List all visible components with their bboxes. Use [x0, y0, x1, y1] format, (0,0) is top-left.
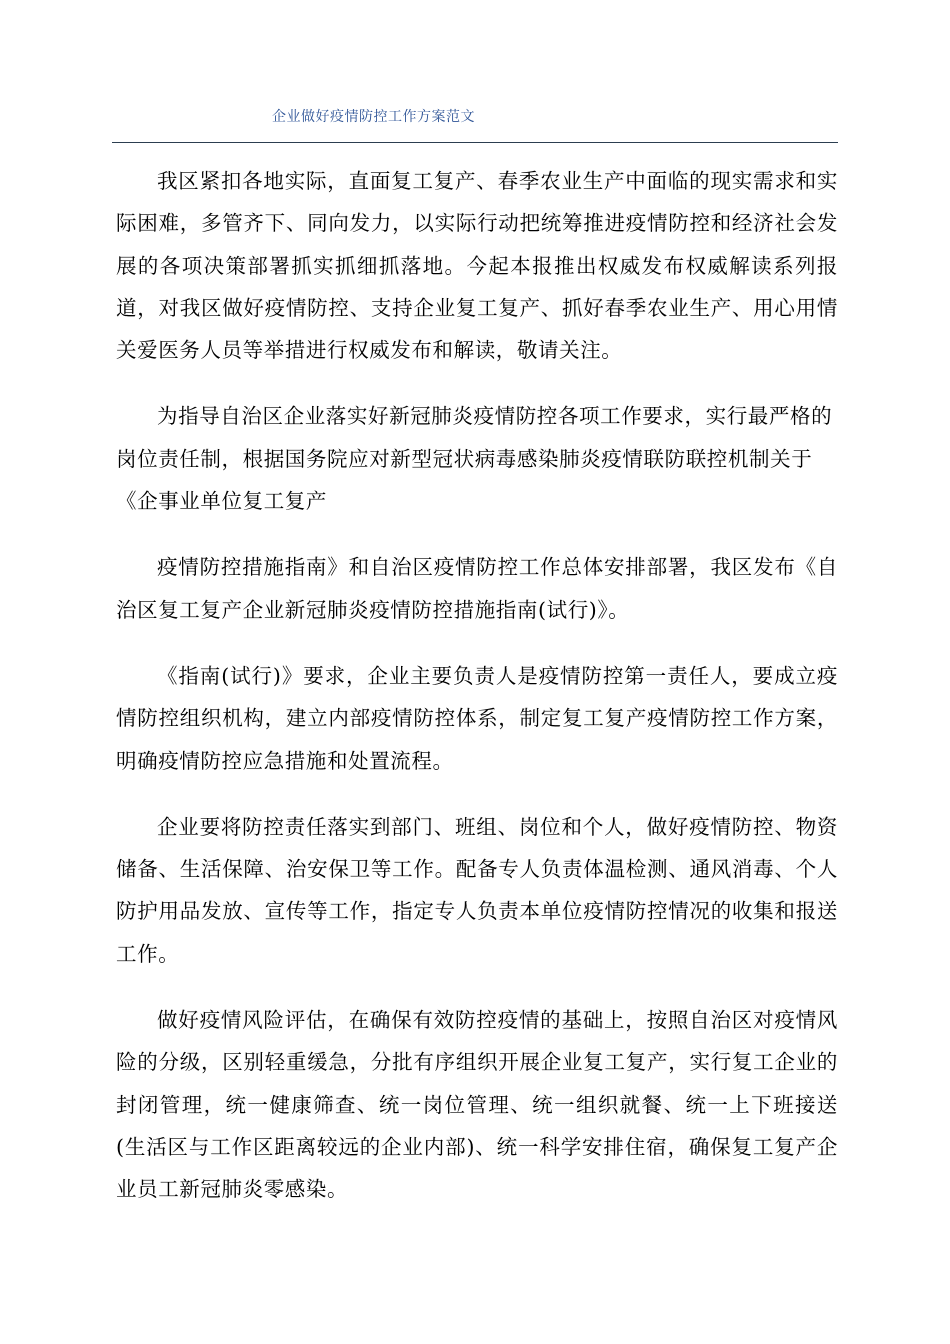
paragraph-5: 企业要将防控责任落实到部门、班组、岗位和个人，做好疫情防控、物资储备、生活保障、治安保卫等工作。配备专人负责体温检测、通风消毒、个人防护用品发放、宣传等工作，指定专人负责本单位疫情防控情况的收集和报送工作。 — [116, 814, 838, 966]
paragraph-6: 做好疫情风险评估，在确保有效防控疫情的基础上，按照自治区对疫情风险的分级，区别轻重缓急，分批有序组织开展企业复工复产，实行复工企业的封闭管理，统一健康筛查、统一岗位管理、统一组织就餐、统一上下班接送(生活区与工作区距离较远的企业内部)、统一科学安排住宿，确保复工复产企业员工新冠肺炎零感染。 — [116, 1008, 838, 1202]
paragraph-3: 疫情防控措施指南》和自治区疫情防控工作总体安排部署，我区发布《自治区复工复产企业新冠肺炎疫情防控措施指南(试行)》。 — [116, 555, 838, 622]
paragraph-2: 为指导自治区企业落实好新冠肺炎疫情防控各项工作要求，实行最严格的岗位责任制，根据国务院应对新型冠状病毒感染肺炎疫情联防联控机制关于《企事业单位复工复产 — [116, 404, 833, 514]
paragraph-1: 我区紧扣各地实际，直面复工复产、春季农业生产中面临的现实需求和实际困难，多管齐下、同向发力，以实际行动把统筹推进疫情防控和经济社会发展的各项决策部署抓实抓细抓落地。今起本报推出权威发布权威解读系列报道，对我区做好疫情防控、支持企业复工复产、抓好春季农业生产、用心用情关爱医务人员等举措进行权威发布和解读，敬请关注。 — [116, 169, 838, 363]
page-header — [112, 96, 838, 143]
paragraph-4: 《指南(试行)》要求，企业主要负责人是疫情防控第一责任人，要成立疫情防控组织机构，建立内部疫情防控体系，制定复工复产疫情防控工作方案，明确疫情防控应急措施和处置流程。 — [116, 663, 838, 773]
header-title: 企业做好疫情防控工作方案范文 — [272, 109, 475, 125]
document-body — [116, 160, 838, 1235]
